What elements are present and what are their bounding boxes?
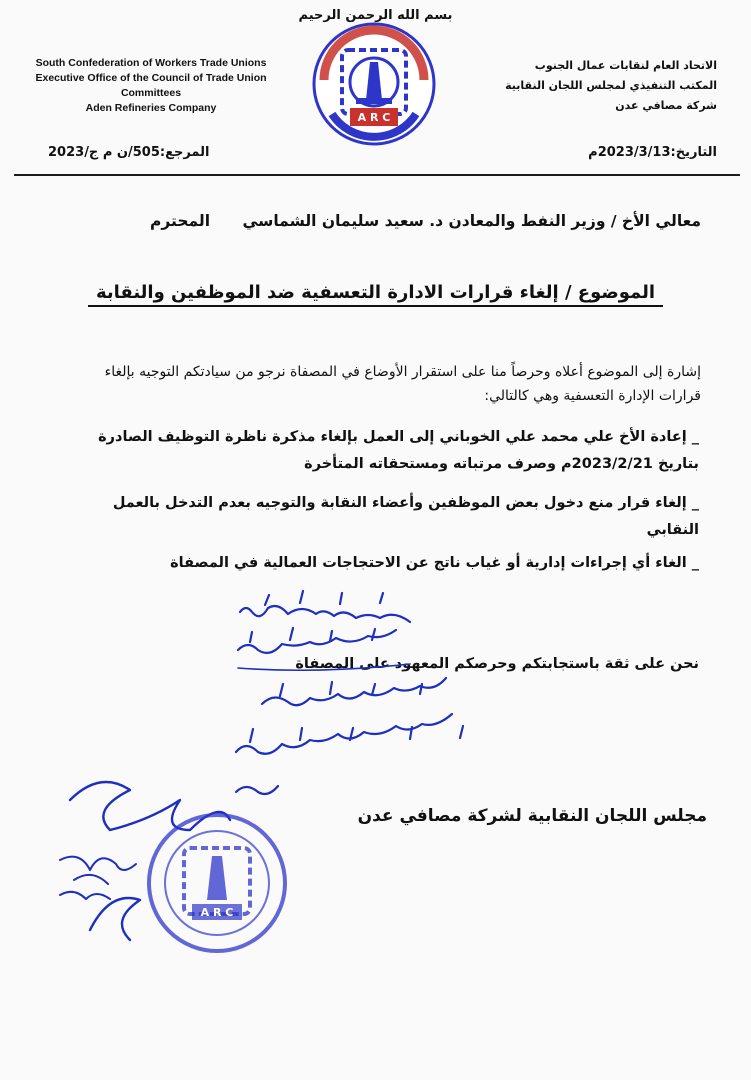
request-item: _ إلغاء قرار منع دخول بعض الموظفين وأعضاء النقابة والتوجيه بعدم التدخل بالعمل النقابي [112,495,699,538]
svg-text:A R C: A R C [200,906,234,919]
request-item: _ إعادة الأخ علي محمد علي الخوباني إلى العمل بإلغاء مذكرة ناظرة التوظيف الصادرة بتاريخ 2023/2/21م وصرف مرتباته ومستحقاته المتأخرة [98,429,699,472]
intro-paragraph: إشارة إلى الموضوع أعلاه وحرصاً منا على استقرار الأوضاع في المصفاة نرجو من سيادتكم التوجيه بإلغاء قرارات الإدارة التعسفية وهي كالتالي: [104,364,701,404]
respected-title: المحترم [150,212,211,230]
request-item: _ الغاء أي إجراءات إدارية أو غياب ناتج عن الاحتجاجات العمالية في المصفاة [170,555,699,571]
union-stamp [142,808,292,958]
basmala: بسم الله الرحمن الرحيم [298,8,453,23]
english-line: Aden Refineries Company [85,102,217,114]
arabic-line: شركة مصافي عدن [615,99,717,112]
letter-date: التاريخ:2023/3/13م [588,145,717,160]
header-divider [14,174,740,176]
arabic-line: المكتب التنفيذي لمجلس اللجان النقابية [505,79,717,92]
english-line: Committees [120,87,182,99]
svg-text:A R C: A R C [357,111,391,124]
addressee: معالي الأخ / وزير النفط والمعادن د. سعيد سليمان الشماسي [242,212,701,230]
closing-line: نحن على ثقة باستجابتكم وحرصكم المعهود على المصفاة [295,656,699,672]
arabic-line: الاتحاد العام لنقابات عمال الجنوب [534,59,717,72]
english-line: Executive Office of the Council of Trade Union [35,72,267,84]
union-logo [310,20,438,148]
reference-number: المرجع:505/ن م ج/2023 [48,145,210,160]
english-line: South Confederation of Workers Trade Unions [35,57,267,69]
subject-line: الموضوع / إلغاء قرارات الادارة التعسفية ضد الموظفين والنقابة [88,282,663,307]
signatory: مجلس اللجان النقابية لشركة مصافي عدن [357,806,707,826]
arabic-letterhead [487,56,717,116]
english-letterhead [20,56,282,116]
